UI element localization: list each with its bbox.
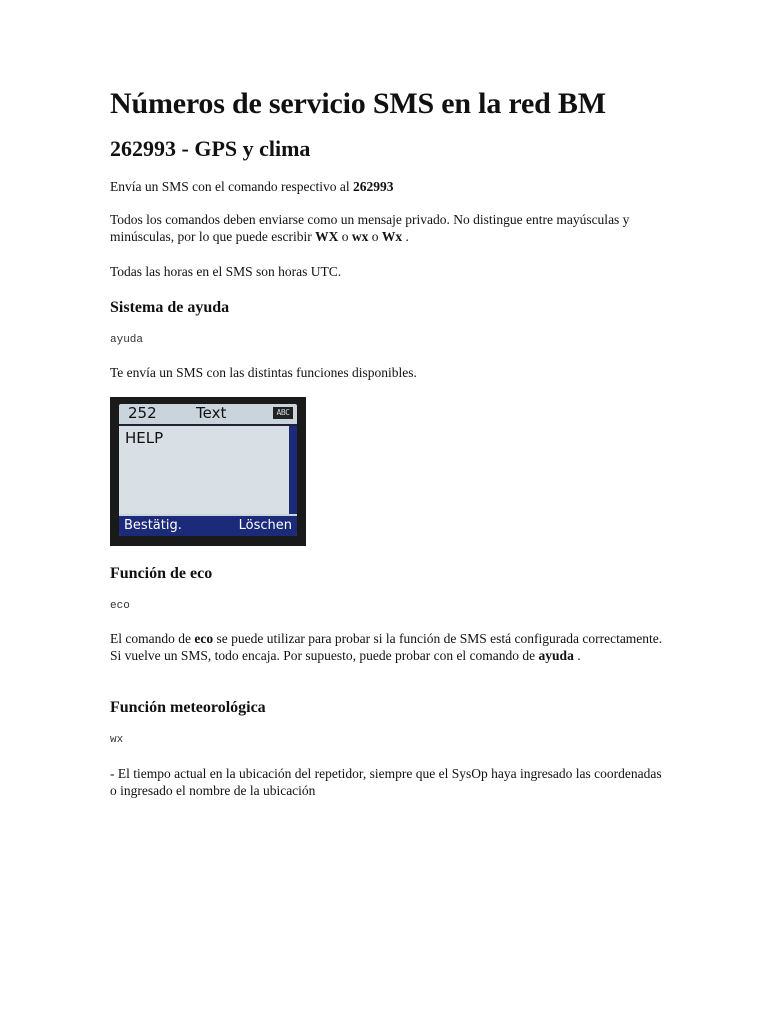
- help-command: ayuda: [110, 334, 144, 346]
- weather-heading: Función meteorológica: [110, 699, 266, 716]
- softkey-delete: Löschen: [238, 518, 292, 533]
- commands-text: Todos los comandos deben enviarse como un mensaje privado. No distingue entre mayúsculas y minúsculas, por lo que puede escribir: [110, 212, 630, 244]
- variant-lower: wx: [351, 229, 369, 244]
- commands-end: .: [402, 229, 409, 244]
- phone-message: HELP: [125, 429, 164, 447]
- utc-note: Todas las horas en el SMS son horas UTC.: [110, 264, 342, 279]
- phone-status-bar: [119, 404, 297, 426]
- variant-mixed: Wx: [381, 229, 403, 244]
- echo-text-3: .: [573, 648, 581, 663]
- echo-bold-ayuda: ayuda: [538, 648, 574, 663]
- intro-paragraph: [110, 178, 670, 195]
- echo-bold-eco: eco: [194, 631, 214, 646]
- phone-mode: Text: [196, 404, 227, 422]
- phone-display: [119, 404, 297, 536]
- softkey-confirm: Bestätig.: [124, 518, 182, 533]
- help-description: Te envía un SMS con las distintas funciones disponibles.: [110, 365, 417, 380]
- echo-command: eco: [110, 600, 130, 612]
- weather-description: - El tiempo actual en la ubicación del repetidor, siempre que el SysOp haya ingresado las coordenadas o ingresado el nombre de la ubicación: [110, 766, 662, 798]
- variant-upper: WX: [315, 229, 339, 244]
- section-heading: 262993 - GPS y clima: [110, 136, 311, 161]
- intro-text: Envía un SMS con el comando respectivo al: [110, 179, 353, 194]
- echo-text-2: se puede utilizar para probar si la función de SMS está configurada correctamente. Si vuelve un SMS, todo encaja. Por supuesto, puede probar con el comando de: [110, 631, 663, 663]
- or-text-1: o: [338, 229, 352, 244]
- weather-command: wx: [110, 734, 124, 746]
- or-text-2: o: [368, 229, 382, 244]
- echo-text-1: El comando de: [110, 631, 195, 646]
- echo-description: [110, 630, 670, 664]
- phone-scrollbar: [289, 426, 297, 514]
- abc-input-icon: ABC: [273, 407, 293, 419]
- phone-screenshot: [110, 397, 306, 546]
- phone-recipient: 252: [128, 404, 157, 422]
- phone-softkey-bar: [119, 516, 297, 536]
- commands-paragraph: [110, 211, 670, 245]
- phone-message-area: [119, 426, 289, 514]
- echo-heading: Función de eco: [110, 565, 213, 582]
- page-title: Números de servicio SMS en la red BM: [110, 87, 606, 120]
- help-heading: Sistema de ayuda: [110, 299, 230, 316]
- intro-number: 262993: [352, 179, 394, 194]
